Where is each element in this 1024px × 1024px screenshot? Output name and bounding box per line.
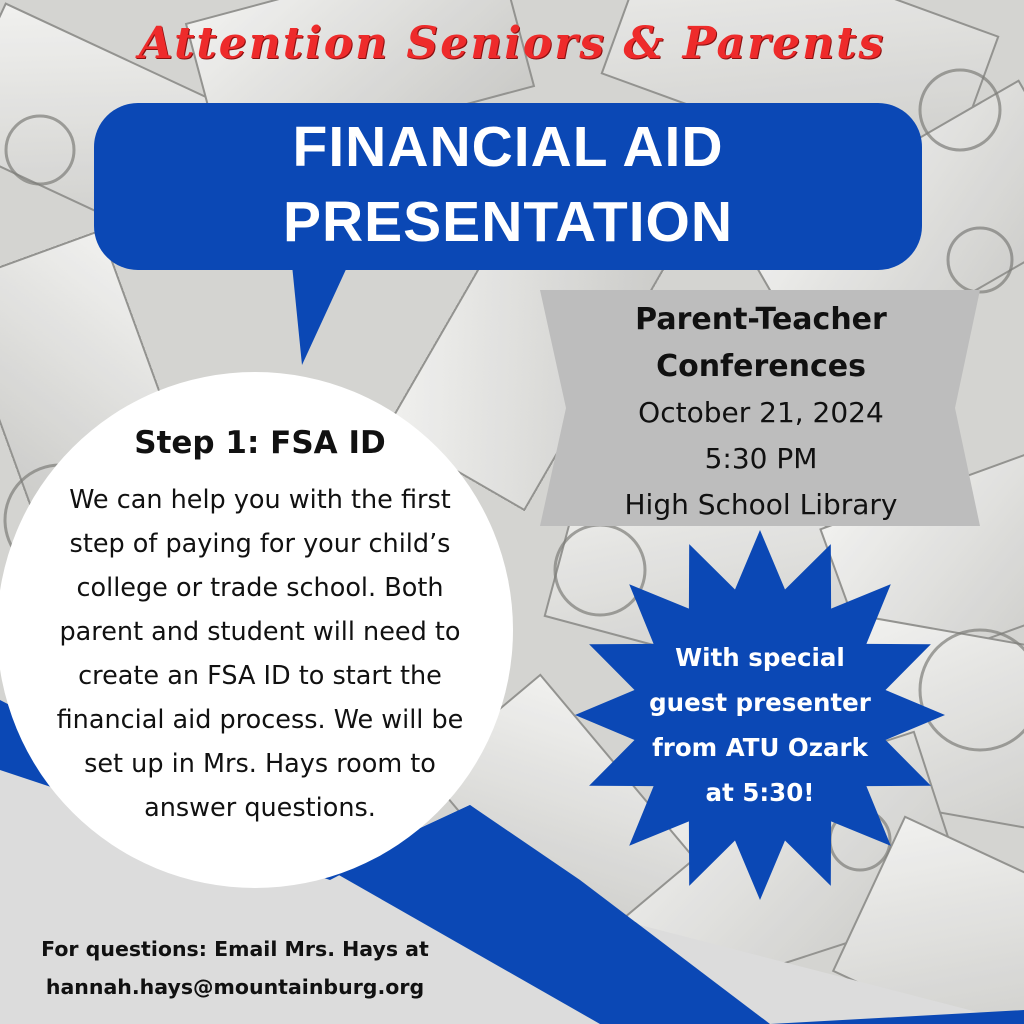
special-line: With special xyxy=(675,643,845,672)
step-body-line: create an FSA ID to start the xyxy=(78,661,442,691)
special-line: from ATU Ozark xyxy=(652,733,868,762)
banner-title xyxy=(94,110,922,260)
event-date: October 21, 2024 xyxy=(638,396,884,429)
special-line: guest presenter xyxy=(649,688,871,717)
footer-line-1: For questions: Email Mrs. Hays at xyxy=(41,937,429,961)
event-time: 5:30 PM xyxy=(704,442,818,475)
step-body-line: financial aid process. We will be xyxy=(56,705,464,735)
step-body-line: answer questions. xyxy=(144,793,376,823)
step-body-line: step of paying for your child’s xyxy=(69,529,451,559)
step-body xyxy=(10,478,510,830)
special-line: at 5:30! xyxy=(705,778,815,807)
event-title-line-1: Parent-Teacher xyxy=(635,302,887,337)
footer-email[interactable]: hannah.hays@mountainburg.org xyxy=(45,975,425,999)
special-guest-note xyxy=(630,635,890,815)
headline: Attention Seniors & Parents xyxy=(138,18,886,69)
banner-title-line-1: FINANCIAL AID xyxy=(292,115,724,179)
step-body-line: college or trade school. Both xyxy=(76,573,444,603)
banner-title-line-2: PRESENTATION xyxy=(282,190,734,254)
event-location: High School Library xyxy=(624,488,898,521)
event-ribbon xyxy=(545,296,977,528)
step-body-line: parent and student will need to xyxy=(59,617,461,647)
event-title-line-2: Conferences xyxy=(656,349,866,384)
contact-footer xyxy=(0,930,470,1006)
step-body-line: set up in Mrs. Hays room to xyxy=(84,749,436,779)
step-body-line: We can help you with the first xyxy=(69,485,451,515)
step-title: Step 1: FSA ID xyxy=(134,425,386,461)
